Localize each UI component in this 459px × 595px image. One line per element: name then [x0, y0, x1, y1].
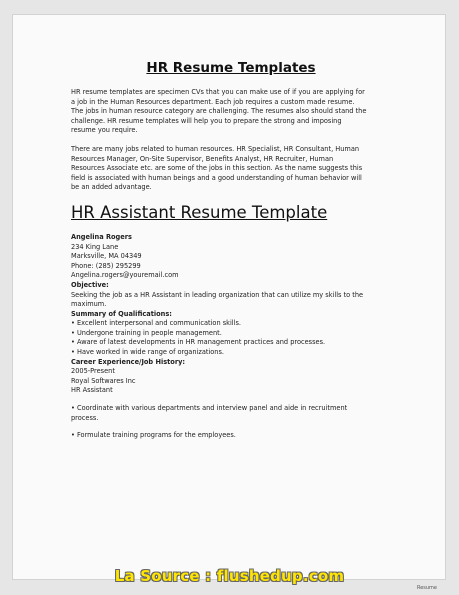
experience-title: HR Assistant: [71, 386, 113, 395]
corner-label: Resume: [416, 585, 437, 591]
duty-item: • Formulate training programs for the employees.: [71, 431, 236, 440]
objective-line: Seeking the job as a HR Assistant in leading organization that can utilize my skills to the: [71, 290, 364, 299]
objective-heading: Objective:: [71, 280, 109, 289]
email-line: Angelina.rogers@youremail.com: [71, 271, 179, 280]
jobs-line: There are many jobs related to human resources. HR Specialist, HR Consultant, Human: [71, 144, 360, 153]
duty-item-continued: process.: [71, 413, 99, 422]
resume-name: Angelina Rogers: [71, 232, 132, 241]
section-title: HR Assistant Resume Template: [71, 202, 328, 222]
qualification-item: • Have worked in wide range of organizations.: [71, 348, 225, 357]
address-line: 234 King Lane: [71, 242, 119, 251]
phone-line: Phone: (285) 295299: [71, 261, 141, 270]
intro-line: The jobs in human resource category are challenging. The resumes also should stand the: [71, 107, 367, 116]
jobs-line: Resources Manager, On-Site Supervisor, Benefits Analyst, HR Recruiter, Human: [71, 154, 334, 163]
source-watermark: La Source : flushedup.com: [114, 567, 345, 585]
jobs-paragraph: [71, 145, 391, 193]
document-title: HR Resume Templates: [146, 60, 316, 76]
qualification-item: • Excellent interpersonal and communication skills.: [71, 319, 242, 328]
jobs-line: field is associated with human beings and a good understanding of human behavior will: [71, 173, 362, 182]
resume-body: [71, 233, 391, 441]
jobs-line: Resources Associate etc. are some of the jobs in this section. As the name suggests this: [71, 164, 363, 173]
intro-line: resume you require.: [71, 126, 138, 135]
jobs-line: be an added advantage.: [71, 183, 152, 192]
qualification-item: • Undergone training in people management.: [71, 328, 222, 337]
objective-line: maximum.: [71, 300, 107, 309]
experience-heading: Career Experience/Job History:: [71, 357, 186, 366]
address-line: Marksville, MA 04349: [71, 252, 142, 261]
intro-line: HR resume templates are specimen CVs that you can make use of if you are applying for: [71, 88, 365, 96]
spacer: [71, 396, 391, 404]
intro-line: a job in the Human Resources department. Each job requires a custom made resume.: [71, 97, 355, 106]
intro-line: challenge. HR resume templates will help you to prepare the strong and imposing: [71, 116, 342, 125]
qualifications-heading: Summary of Qualifications:: [71, 309, 172, 318]
spacer: [71, 423, 391, 431]
experience-period: 2005-Present: [71, 367, 115, 376]
duty-item: • Coordinate with various departments and interview panel and aide in recruitment: [71, 404, 348, 413]
qualification-item: • Aware of latest developments in HR management practices and processes.: [71, 338, 326, 347]
document-content: [71, 60, 391, 441]
document-page: [12, 14, 446, 580]
experience-company: Royal Softwares Inc: [71, 376, 136, 385]
intro-paragraph: [71, 88, 391, 136]
